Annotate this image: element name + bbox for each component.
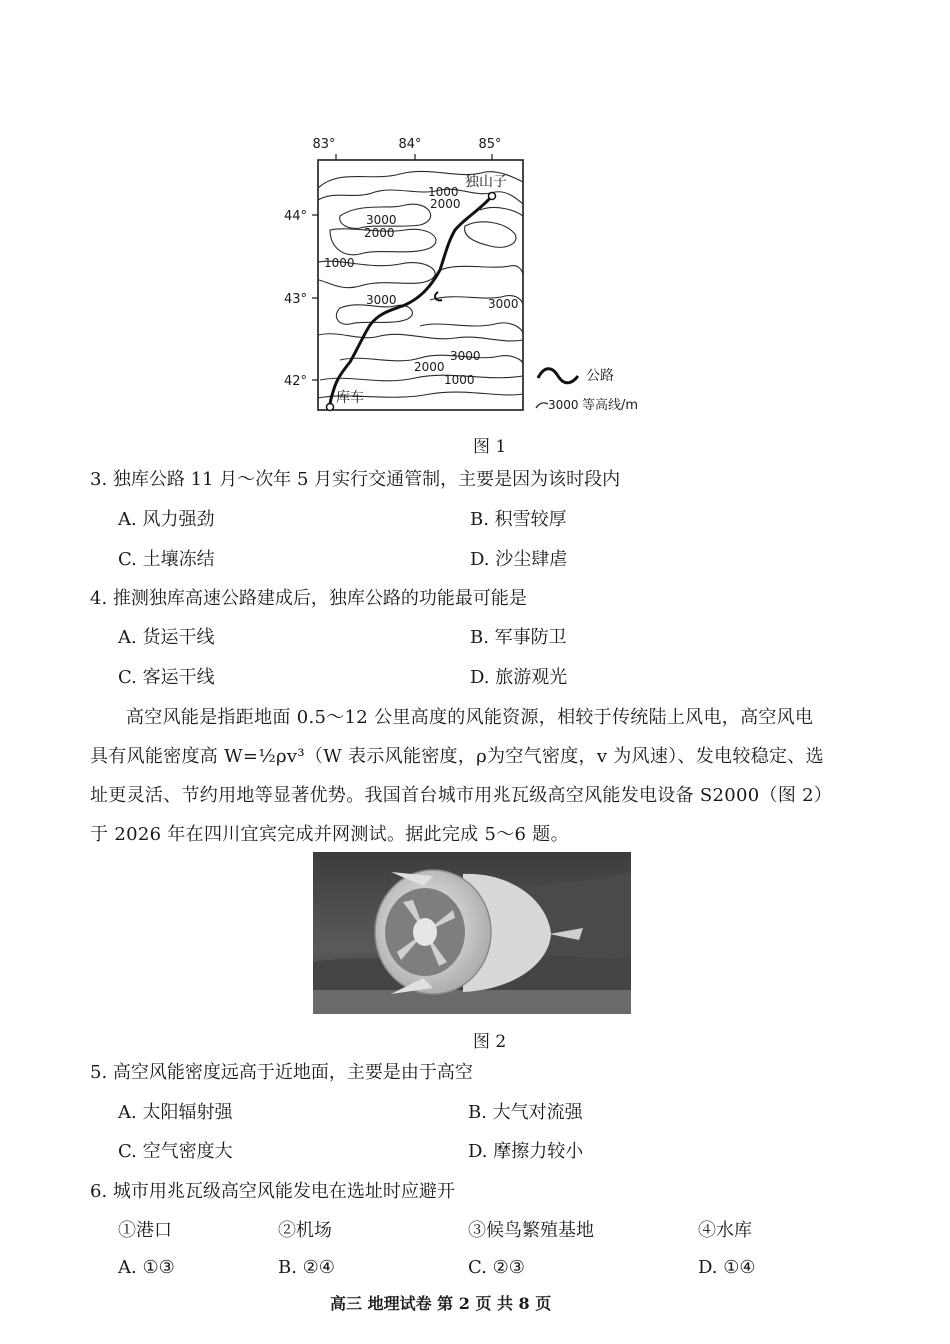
legend-contour-symbol (536, 403, 548, 408)
lat-label-43: 43° (284, 292, 308, 307)
question-5-option-a: A. 太阳辐射强 (118, 1102, 233, 1123)
question-5-option-c: C. 空气密度大 (118, 1141, 233, 1162)
question-5-option-d: D. 摩擦力较小 (468, 1141, 584, 1162)
town-label-kuche: 库车 (336, 390, 364, 406)
question-5-option-b: B. 大气对流强 (468, 1102, 583, 1123)
legend-road-label: 公路 (586, 368, 614, 384)
contour-label: 3000 (366, 293, 397, 307)
question-6-item-4: ④水库 (698, 1220, 752, 1241)
lat-label-42: 42° (284, 374, 308, 389)
town-marker-dushanzi (489, 193, 496, 200)
contour-label: 3000 (366, 213, 397, 227)
contour-label: 2000 (430, 197, 461, 211)
question-6-option-c: C. ②③ (468, 1257, 525, 1278)
contour-label: 1000 (444, 373, 475, 387)
town-marker-kuche (327, 404, 334, 411)
figure2-caption: 图 2 (473, 1032, 507, 1052)
passage-line-1: 高空风能是指距地面 0.5～12 公里高度的风能资源，相较于传统陆上风电，高空风电 (126, 707, 814, 728)
question-3-stem: 3. 独库公路 11 月～次年 5 月实行交通管制，主要是因为该时段内 (90, 469, 621, 490)
lat-label-44: 44° (284, 209, 308, 224)
passage-line-2: 具有风能密度高 W=½ρv³（W 表示风能密度，ρ为空气密度，v 为风速）、发电较稳定、选 (90, 746, 824, 767)
question-3-option-b: B. 积雪较厚 (470, 509, 567, 530)
contour-label: 1000 (324, 256, 355, 270)
question-3-option-c: C. 土壤冻结 (118, 549, 215, 570)
passage-line-4: 于 2026 年在四川宜宾完成并网测试。据此完成 5～6 题。 (90, 824, 569, 845)
page-footer: 高三 地理试卷 第 2 页 共 8 页 (330, 1294, 552, 1313)
question-4-option-b: B. 军事防卫 (470, 627, 567, 648)
question-6-option-b: B. ②④ (278, 1257, 335, 1278)
lon-label-84: 84° (398, 137, 422, 152)
question-6-item-1: ①港口 (118, 1220, 172, 1241)
contour-label: 3000 (488, 297, 519, 311)
lon-label-85: 85° (478, 137, 502, 152)
figure1-map (280, 130, 680, 420)
town-label-dushanzi: 独山子 (465, 174, 507, 190)
question-4-option-a: A. 货运干线 (118, 627, 215, 648)
question-4-option-d: D. 旅游观光 (470, 667, 568, 688)
figure1-caption: 图 1 (473, 437, 507, 457)
question-3-option-a: A. 风力强劲 (118, 509, 215, 530)
question-3-option-d: D. 沙尘肆虐 (470, 549, 568, 570)
contour-label: 1000 (428, 185, 459, 199)
legend-contour-value: 3000 (548, 398, 579, 412)
question-6-item-2: ②机场 (278, 1220, 332, 1241)
question-4-option-c: C. 客运干线 (118, 667, 215, 688)
question-5-stem: 5. 高空风能密度远高于近地面，主要是由于高空 (90, 1062, 473, 1083)
contour-label: 2000 (364, 226, 395, 240)
question-4-stem: 4. 推测独库高速公路建成后，独库公路的功能最可能是 (90, 588, 527, 609)
legend-road-symbol (538, 369, 578, 383)
contour-label: 3000 (450, 349, 481, 363)
question-6-option-a: A. ①③ (118, 1257, 175, 1278)
question-6-option-d: D. ①④ (698, 1257, 756, 1278)
lon-label-83: 83° (312, 137, 336, 152)
question-6-stem: 6. 城市用兆瓦级高空风能发电在选址时应避开 (90, 1181, 455, 1202)
question-6-item-3: ③候鸟繁殖基地 (468, 1220, 594, 1241)
figure2-photo (313, 852, 631, 1014)
legend-contour-label: 等高线/m (582, 398, 639, 413)
contour-label: 2000 (414, 360, 445, 374)
passage-line-3: 址更灵活、节约用地等显著优势。我国首台城市用兆瓦级高空风能发电设备 S2000（图 2） (90, 785, 833, 806)
